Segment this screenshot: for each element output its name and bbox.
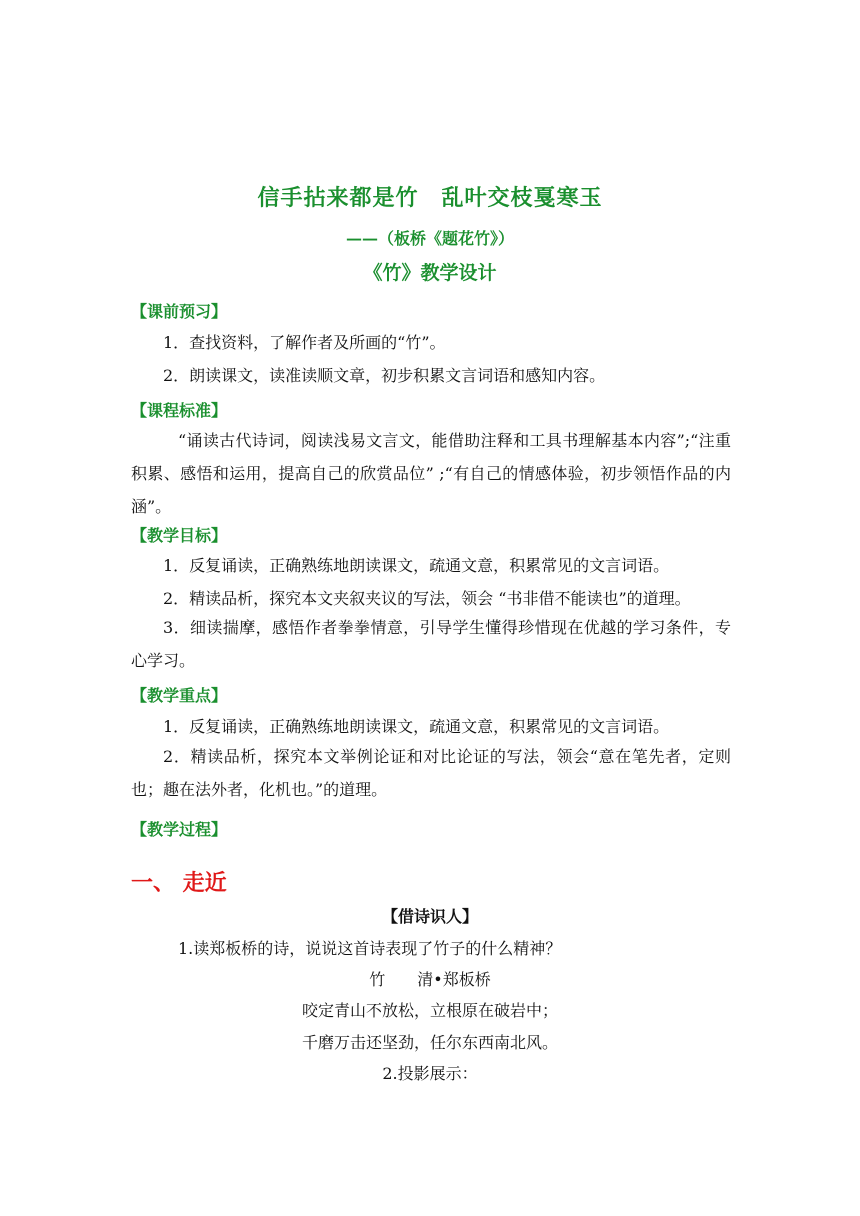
part-one-heading: 一、 走近	[131, 870, 227, 896]
section-heading-standard: 【课程标准】	[131, 401, 228, 420]
projection-note: 2.投影展示：	[382, 1064, 478, 1083]
page-title: 信手拈来都是竹 乱叶交枝戛寒玉	[257, 185, 603, 211]
standard-paragraph: “诵读古代诗词，阅读浅易文言文，能借助注释和工具书理解基本内容”;“注重积累、感悟和运用，提高自己的欣赏品位” ;“有自己的情感体验，初步领悟作品的内涵”。	[131, 431, 731, 516]
key-point-item-1: 1．反复诵读，正确熟练地朗读课文，疏通文意，积累常见的文言词语。	[163, 717, 670, 736]
goal-item-3: 3．细读揣摩，感悟作者拳拳情意，引导学生懂得珍惜现在优越的学习条件，专心学习。	[131, 618, 731, 670]
key-point-item-2: 2．精读品析，探究本文举例论证和对比论证的写法，领会“意在笔先者，定则也；趣在法外者，化机也。”的道理。	[131, 747, 731, 799]
section-heading-preview: 【课前预习】	[131, 302, 228, 321]
sub-heading-poem: 【借诗识人】	[381, 907, 478, 926]
goal-item-1: 1．反复诵读，正确熟练地朗读课文，疏通文意，积累常见的文言词语。	[163, 556, 670, 575]
section-heading-key-points: 【教学重点】	[131, 686, 228, 705]
section-heading-goals: 【教学目标】	[131, 526, 228, 545]
poem-title: 竹 清•郑板桥	[369, 970, 491, 989]
poem-line-1: 咬定青山不放松，立根原在破岩中；	[301, 1001, 558, 1020]
page-subtitle: ——（板桥《题花竹》）	[345, 229, 514, 248]
goal-item-2: 2．精读品析，探究本文夹叙夹议的写法，领会 “书非借不能读也”的道理。	[163, 589, 691, 608]
document-title: 《竹》教学设计	[363, 262, 497, 284]
poem-line-2: 千磨万击还坚劲，任尔东西南北风。	[301, 1033, 558, 1052]
preview-item-1: 1．查找资料，了解作者及所画的“竹”。	[163, 333, 446, 352]
preview-item-2: 2．朗读课文，读准读顺文章，初步积累文言词语和感知内容。	[163, 366, 606, 385]
poem-question: 1.读郑板桥的诗，说说这首诗表现了竹子的什么精神？	[178, 939, 562, 958]
section-heading-process: 【教学过程】	[131, 820, 228, 839]
